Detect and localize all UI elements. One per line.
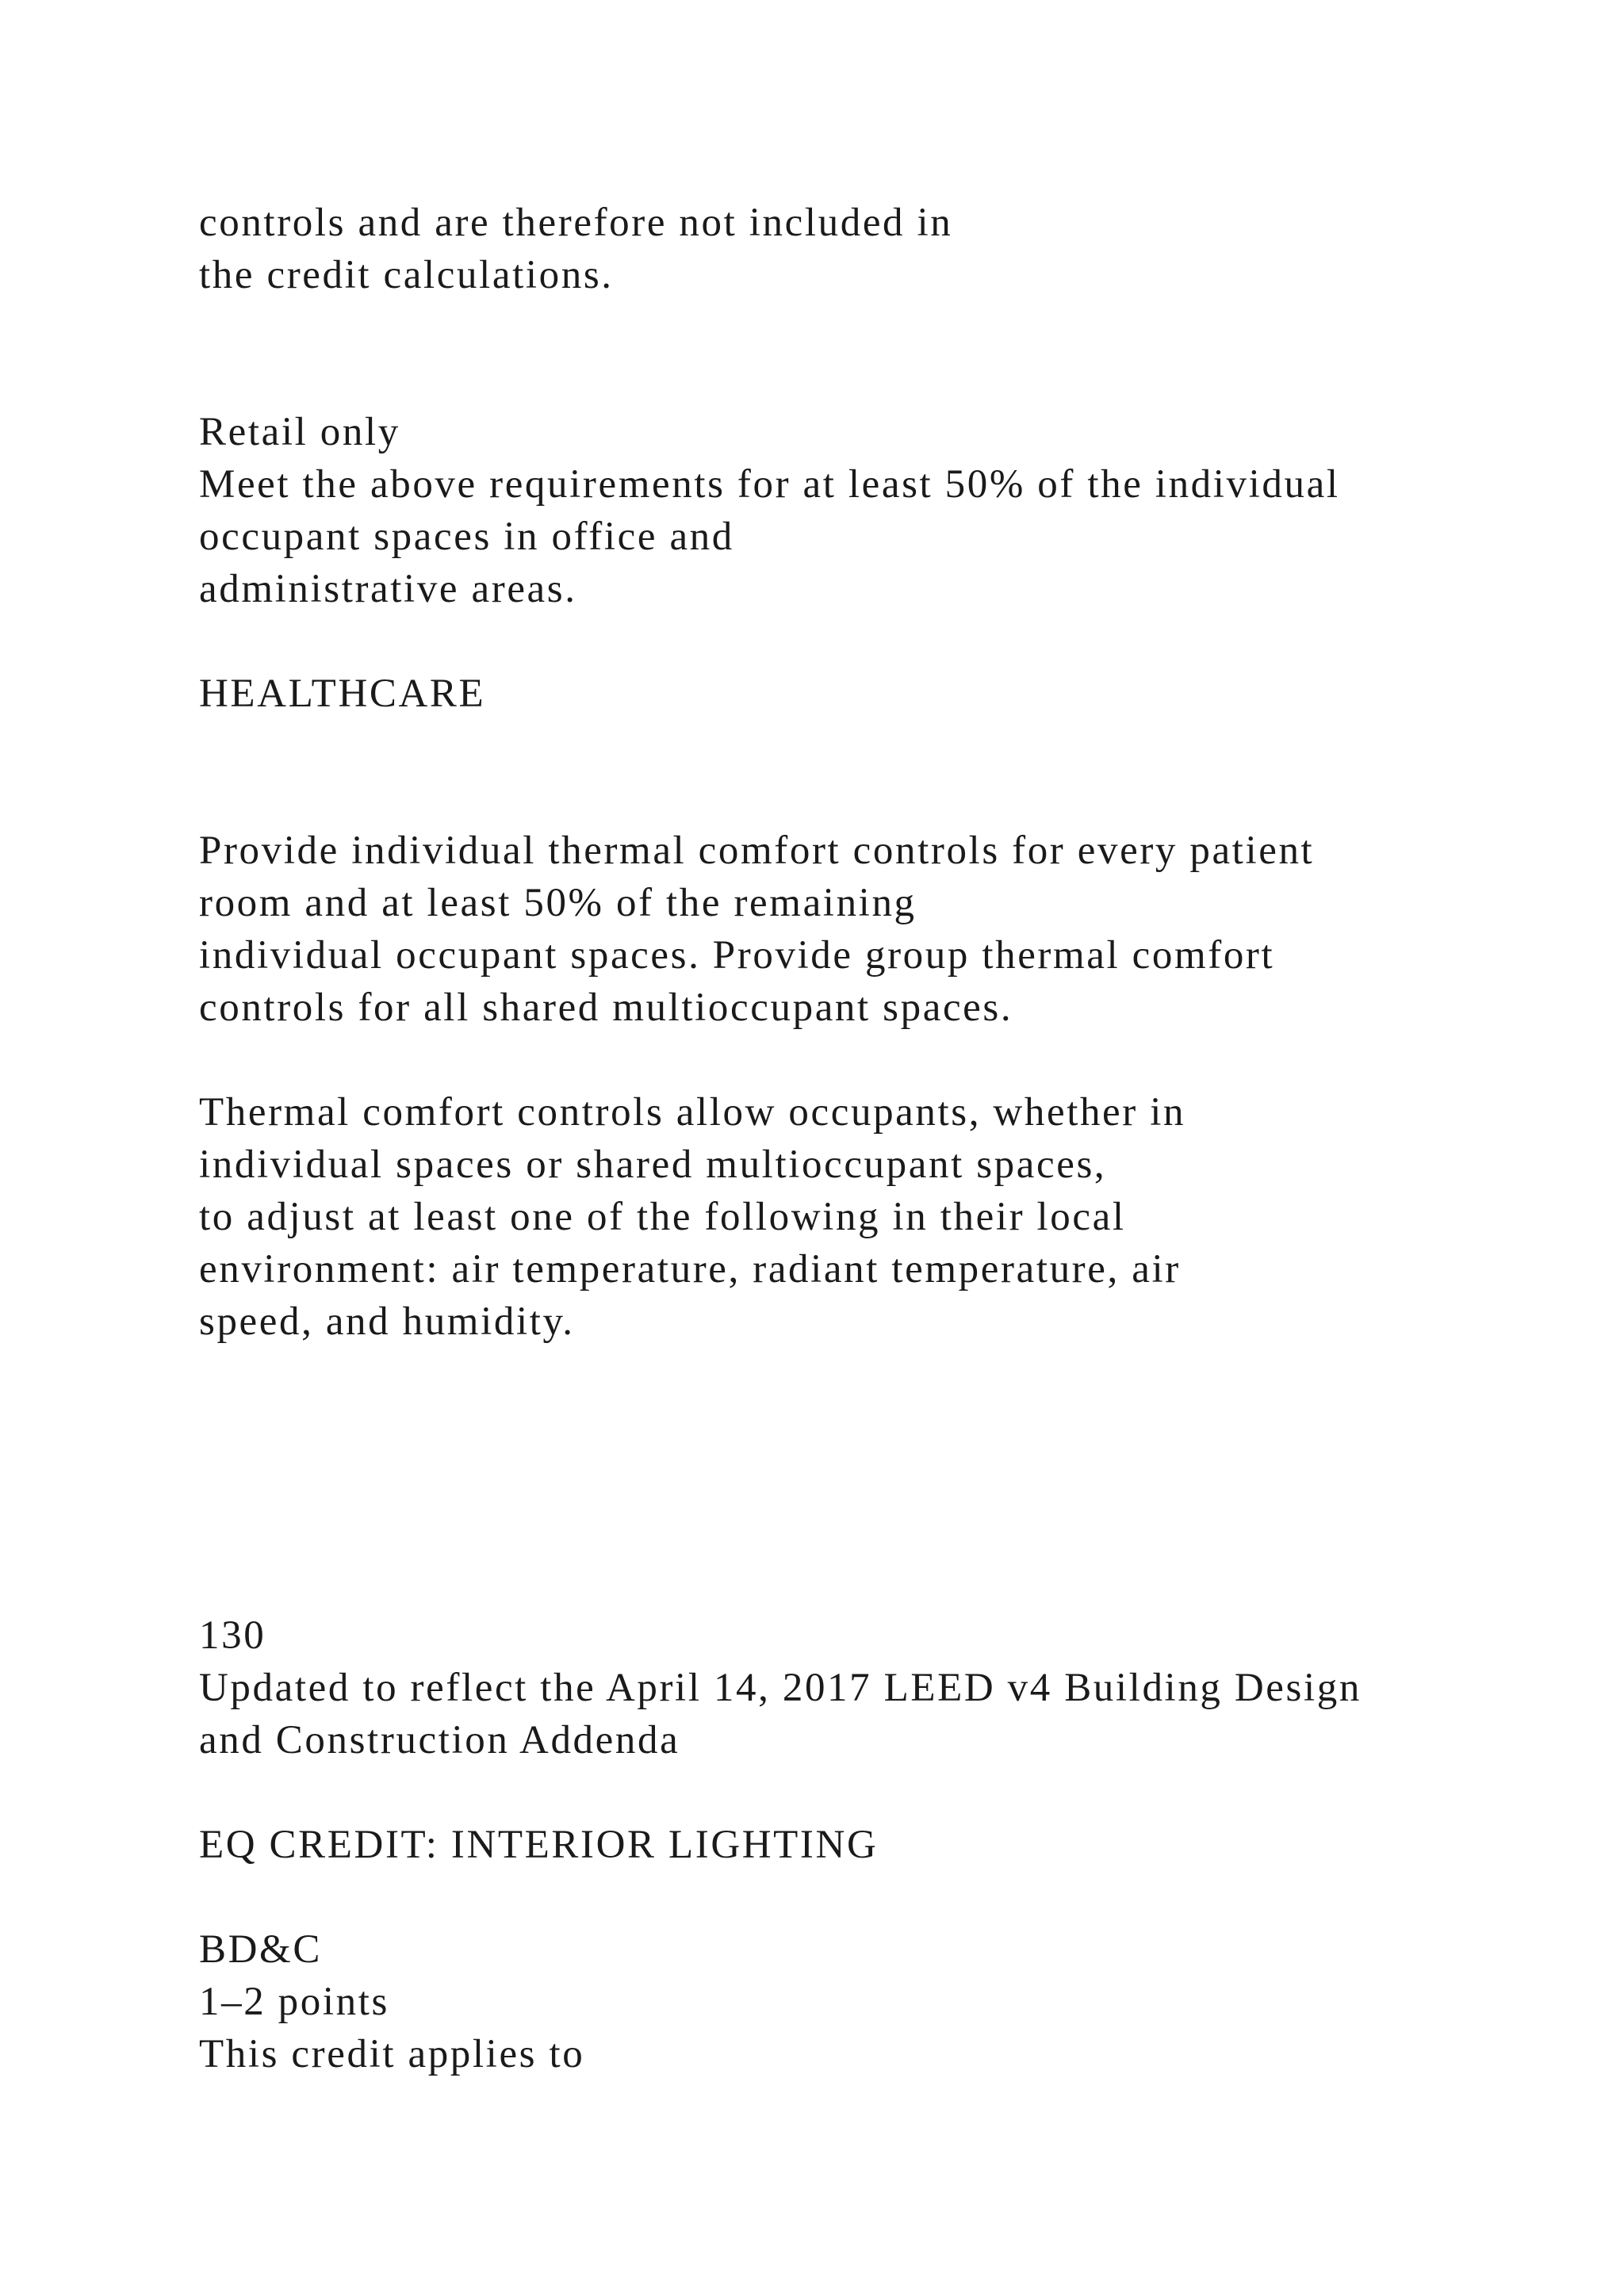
section-heading-retail: Retail only [199, 410, 400, 454]
text-line: to adjust at least one of the following in their local [199, 1195, 1126, 1239]
page-footer-note: and Construction Addenda [199, 1718, 680, 1762]
page-number: 130 [199, 1613, 266, 1658]
text-line: individual occupant spaces. Provide group thermal comfort [199, 933, 1275, 978]
text-line: controls and are therefore not included in [199, 201, 953, 245]
rating-system: BD&C [199, 1927, 322, 1972]
text-line: controls for all shared multioccupant spaces. [199, 985, 1013, 1030]
text-line: environment: air temperature, radiant temperature, air [199, 1247, 1181, 1292]
text-line: the credit calculations. [199, 253, 614, 297]
credit-title: EQ CREDIT: INTERIOR LIGHTING [199, 1823, 879, 1867]
text-line: Provide individual thermal comfort controls for every patient [199, 828, 1315, 873]
text-line: speed, and humidity. [199, 1299, 575, 1344]
text-line: Thermal comfort controls allow occupants, whether in [199, 1090, 1186, 1135]
points-range: 1–2 points [199, 1980, 389, 2024]
text-line: This credit applies to [199, 2032, 585, 2076]
page-footer-note: Updated to reflect the April 14, 2017 LEED v4 Building Design [199, 1666, 1362, 1710]
text-line: individual spaces or shared multioccupant spaces, [199, 1142, 1107, 1187]
text-line: occupant spaces in office and [199, 515, 734, 559]
text-line: room and at least 50% of the remaining [199, 881, 917, 925]
text-line: Meet the above requirements for at least 50% of the individual [199, 462, 1340, 507]
section-heading-healthcare: HEALTHCARE [199, 672, 486, 716]
text-line: administrative areas. [199, 567, 577, 611]
